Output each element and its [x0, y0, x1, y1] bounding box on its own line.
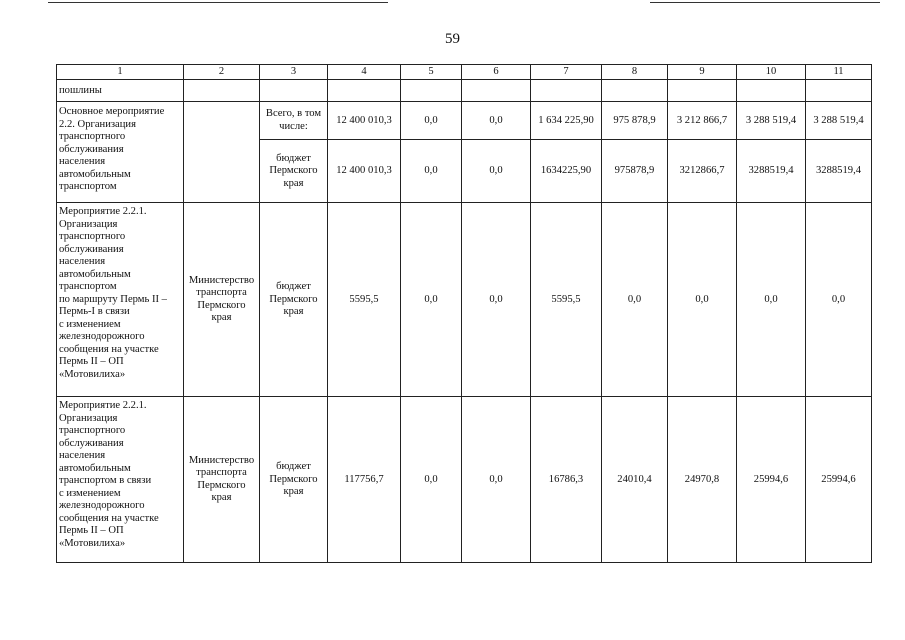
- table-row: [57, 203, 872, 397]
- value-cell: 3 212 866,7: [668, 102, 737, 140]
- value-cell: 3 288 519,4: [737, 102, 806, 140]
- sub-event-title: Мероприятие 2.2.1. Организация транспортного обслуживания населения автомобильным транспортом в связи с изменением железнодорожного сообщения на участке Пермь II – ОП «Мотовилиха»: [57, 397, 184, 563]
- value-cell: 0,0: [668, 203, 737, 397]
- value-cell: 5595,5: [531, 203, 602, 397]
- table-row: [57, 102, 872, 140]
- value-cell: 3288519,4: [806, 140, 872, 203]
- value-cell: 24010,4: [602, 397, 668, 563]
- continuation-text: пошлины: [57, 80, 184, 102]
- column-header: 4: [328, 65, 401, 80]
- value-cell: 1 634 225,90: [531, 102, 602, 140]
- budget-table: [56, 64, 872, 563]
- top-border-line-right: [650, 2, 880, 3]
- value-cell: 0,0: [401, 102, 462, 140]
- value-cell: 0,0: [401, 397, 462, 563]
- value-cell: 25994,6: [806, 397, 872, 563]
- value-cell: 975 878,9: [602, 102, 668, 140]
- value-cell: 16786,3: [531, 397, 602, 563]
- value-cell: 0,0: [737, 203, 806, 397]
- page-number: 59: [445, 31, 460, 47]
- funding-source: бюджет Пермского края: [260, 140, 328, 203]
- executor-cell: Министерство транспорта Пермского края: [184, 397, 260, 563]
- column-header: 3: [260, 65, 328, 80]
- value-cell: 975878,9: [602, 140, 668, 203]
- sub-event-title: Мероприятие 2.2.1. Организация транспортного обслуживания населения автомобильным транспортом по маршруту Пермь II – Пермь-I в связи с изменением железнодорожного сообщения на участке Пермь II – ОП «Мотовилиха»: [57, 203, 184, 397]
- main-event-title: Основное мероприятие 2.2. Организация транспортного обслуживания населения автомобильным транспортом: [57, 102, 184, 203]
- funding-source: бюджет Пермского края: [260, 397, 328, 563]
- value-cell: 0,0: [401, 203, 462, 397]
- value-cell: 24970,8: [668, 397, 737, 563]
- column-header: 2: [184, 65, 260, 80]
- value-cell: 12 400 010,3: [328, 102, 401, 140]
- value-cell: 0,0: [401, 140, 462, 203]
- top-border-line-left: [48, 2, 388, 3]
- value-cell: 0,0: [806, 203, 872, 397]
- executor-cell: [184, 102, 260, 203]
- continuation-row: [57, 80, 872, 102]
- value-cell: 0,0: [462, 102, 531, 140]
- table-row: [57, 397, 872, 563]
- value-cell: 117756,7: [328, 397, 401, 563]
- value-cell: 25994,6: [737, 397, 806, 563]
- value-cell: 1634225,90: [531, 140, 602, 203]
- column-header: 10: [737, 65, 806, 80]
- funding-source: бюджет Пермского края: [260, 203, 328, 397]
- value-cell: 3 288 519,4: [806, 102, 872, 140]
- column-header: 7: [531, 65, 602, 80]
- value-cell: 0,0: [462, 140, 531, 203]
- column-number-row: [57, 65, 872, 80]
- column-header: 1: [57, 65, 184, 80]
- executor-cell: Министерство транспорта Пермского края: [184, 203, 260, 397]
- column-header: 5: [401, 65, 462, 80]
- column-header: 8: [602, 65, 668, 80]
- value-cell: 0,0: [462, 397, 531, 563]
- funding-source: Всего, в том числе:: [260, 102, 328, 140]
- column-header: 9: [668, 65, 737, 80]
- column-header: 6: [462, 65, 531, 80]
- value-cell: 5595,5: [328, 203, 401, 397]
- value-cell: 0,0: [602, 203, 668, 397]
- value-cell: 3288519,4: [737, 140, 806, 203]
- value-cell: 12 400 010,3: [328, 140, 401, 203]
- value-cell: 3212866,7: [668, 140, 737, 203]
- value-cell: 0,0: [462, 203, 531, 397]
- column-header: 11: [806, 65, 872, 80]
